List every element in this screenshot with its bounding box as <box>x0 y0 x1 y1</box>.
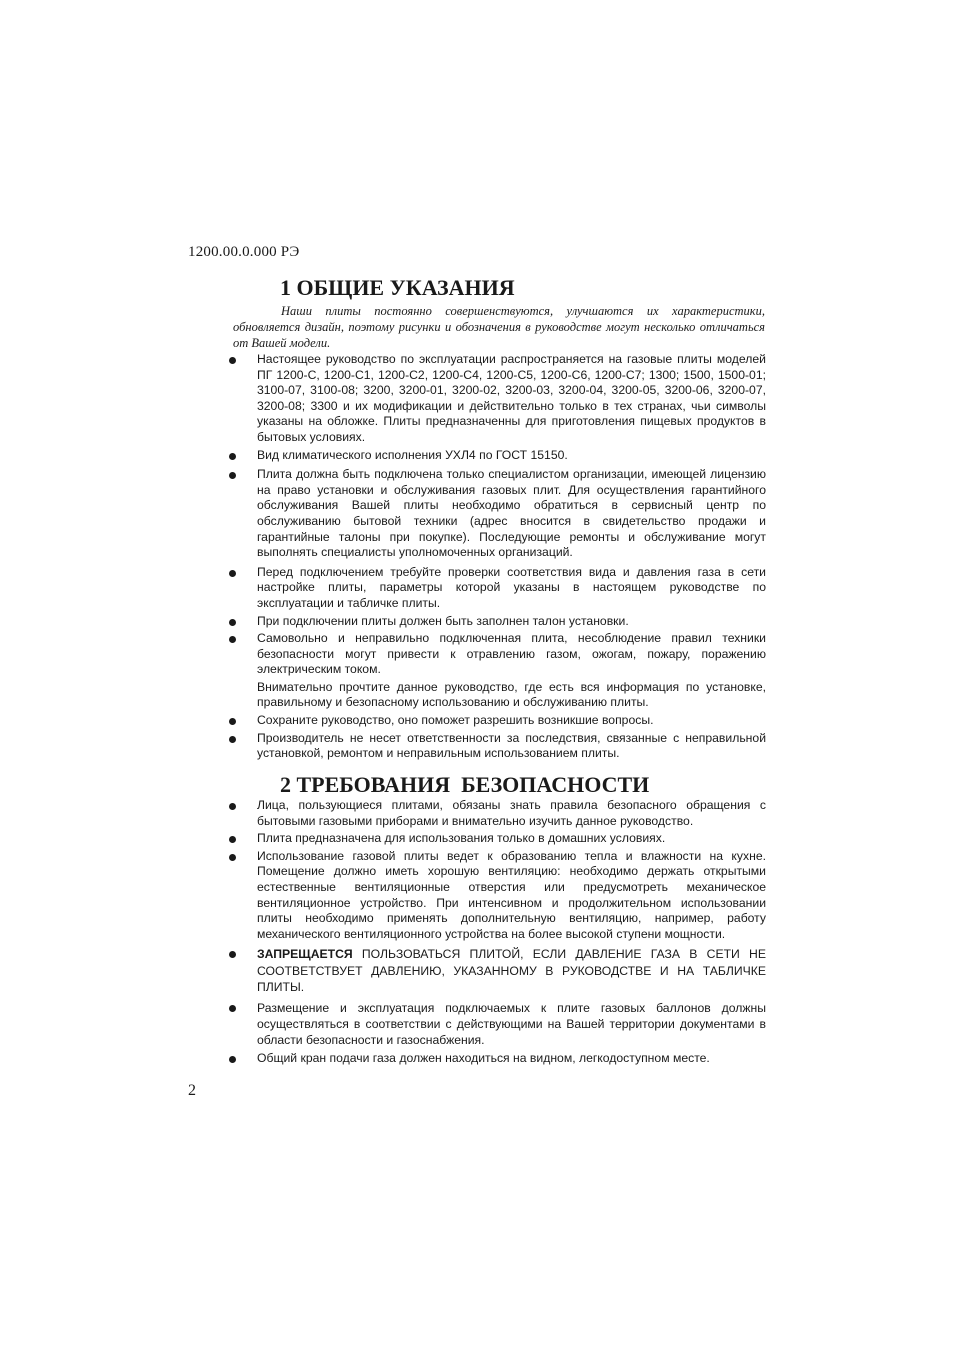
warning-keyword: ЗАПРЕЩАЕТСЯ <box>257 947 353 962</box>
list-item: Перед подключением требуйте проверки соответствия вида и давления газа в сети настройке плиты, параметры которой указаны в настоящем руководстве по эксплуатации и табличке плиты. <box>228 565 766 612</box>
intro-paragraph: Наши плиты постоянно совершенствуются, улучшаются их характеристики, обновляется дизайн, поэтому рисунки и обозначения в руководстве могут несколько отличаться от Вашей модели. <box>233 304 765 350</box>
list-item: Плита предназначена для использования только в домашних условиях. <box>228 831 766 847</box>
list-item: Производитель не несет ответственности за последствия, связанные с неправильной установкой, ремонтом и неправильным использованием плиты. <box>228 731 766 762</box>
document-code: 1200.00.0.000 РЭ <box>188 244 300 260</box>
bullet-icon <box>229 718 236 725</box>
bullet-icon <box>229 736 236 743</box>
list-item: Сохраните руководство, оно поможет разрешить возникшие вопросы. <box>228 713 766 729</box>
bullet-icon <box>229 951 236 958</box>
bullet-icon <box>229 472 236 479</box>
page-number: 2 <box>188 1082 196 1099</box>
list-item: При подключении плиты должен быть заполнен талон установки. <box>228 614 766 630</box>
bullet-icon <box>229 453 236 460</box>
bullet-icon <box>229 570 236 577</box>
bullet-icon <box>229 1005 236 1012</box>
list-item: Лица, пользующиеся плитами, обязаны знать правила безопасного обращения с бытовыми газовыми приборами и внимательно изучить данное руководство. <box>228 798 766 829</box>
section-title-general: 1 ОБЩИЕ УКАЗАНИЯ <box>280 275 515 300</box>
bullet-icon <box>229 357 236 364</box>
warning-text: ПОЛЬЗОВАТЬСЯ ПЛИТОЙ, ЕСЛИ ДАВЛЕНИЕ ГАЗА В СЕТИ НЕ СООТВЕТСТВУЕТ ДАВЛЕНИЮ, УКАЗАННОМУ В РУКОВОДСТВЕ И НА ТАБЛИЧКЕ ПЛИТЫ. <box>257 947 766 995</box>
warning-item <box>228 946 766 995</box>
list-item: Размещение и эксплуатация подключаемых к плите газовых баллонов должны осуществляться в соответствии с действующими на Вашей территории документами в области безопасности и газоснабжения. <box>228 1000 766 1049</box>
read-manual-note: Внимательно прочтите данное руководство, где есть вся информация по установке, правильному и безопасному использованию и обслуживанию плиты. <box>257 679 766 710</box>
section-title-safety: 2 ТРЕБОВАНИЯ БЕЗОПАСНОСТИ <box>280 772 650 797</box>
bullet-icon <box>229 619 236 626</box>
list-item: Использование газовой плиты ведет к образованию тепла и влажности на кухне. Помещение должно иметь хорошую вентиляцию: необходимо держать открытыми естественные вентиляционные отверстия или предусмотреть механическое вентиляционное устройство. При интенсивном и продолжительном использовании плиты необходимо применять дополнительную вентиляцию, например, работу механического вентиляционного устройства на более высокой ступени мощности. <box>228 849 766 943</box>
list-item: Самовольно и неправильно подключенная плита, несоблюдение правил техники безопасности могут привести к отравлению газом, ожогам, пожару, поражению электрическим током. Внимательно прочтите данное руководство, где есть вся информация по установке, правильному и безопасному использованию и обслуживанию плиты. <box>228 631 766 711</box>
list-item: Плита должна быть подключена только специалистом организации, имеющей лицензию на право установки и обслуживания газовых плит. Для осуществления гарантийного обслуживания Вашей плиты необходимо обратиться в сервисный центр по обслуживанию бытовой техники (адрес вносится в свидетельство продажи и гарантийные талоны при покупке). Последующие ремонты и обслуживание могут выполнять специалисты уполномоченных организаций. <box>228 467 766 561</box>
general-instructions-list <box>228 352 766 764</box>
bullet-icon <box>229 836 236 843</box>
bullet-icon <box>229 1056 236 1063</box>
list-item: Общий кран подачи газа должен находиться на видном, легкодоступном месте. <box>228 1051 766 1067</box>
bullet-icon <box>229 854 236 861</box>
bullet-icon <box>229 636 236 643</box>
safety-requirements-list <box>228 798 766 1068</box>
list-item: Настоящее руководство по эксплуатации распространяется на газовые плиты моделей ПГ 1200-С, 1200-С1, 1200-С2, 1200-С4, 1200-С5, 1200-С6, 1200-С7; 1300; 1500, 1500-01; 3100-07, 3100-08; 3200, 3200-01, 3200-02, 3200-03, 3200-04, 3200-05, 3200-06, 3200-07, 3200-08; 3300 и их модификации и действительно только в тех странах, чьи символы указаны на обложке. Плиты предназначенны для приготовления пищевых продуктов в бытовых условиях. <box>228 352 766 446</box>
bullet-icon <box>229 803 236 810</box>
list-item: Вид климатического исполнения УХЛ4 по ГОСТ 15150. <box>228 448 766 464</box>
